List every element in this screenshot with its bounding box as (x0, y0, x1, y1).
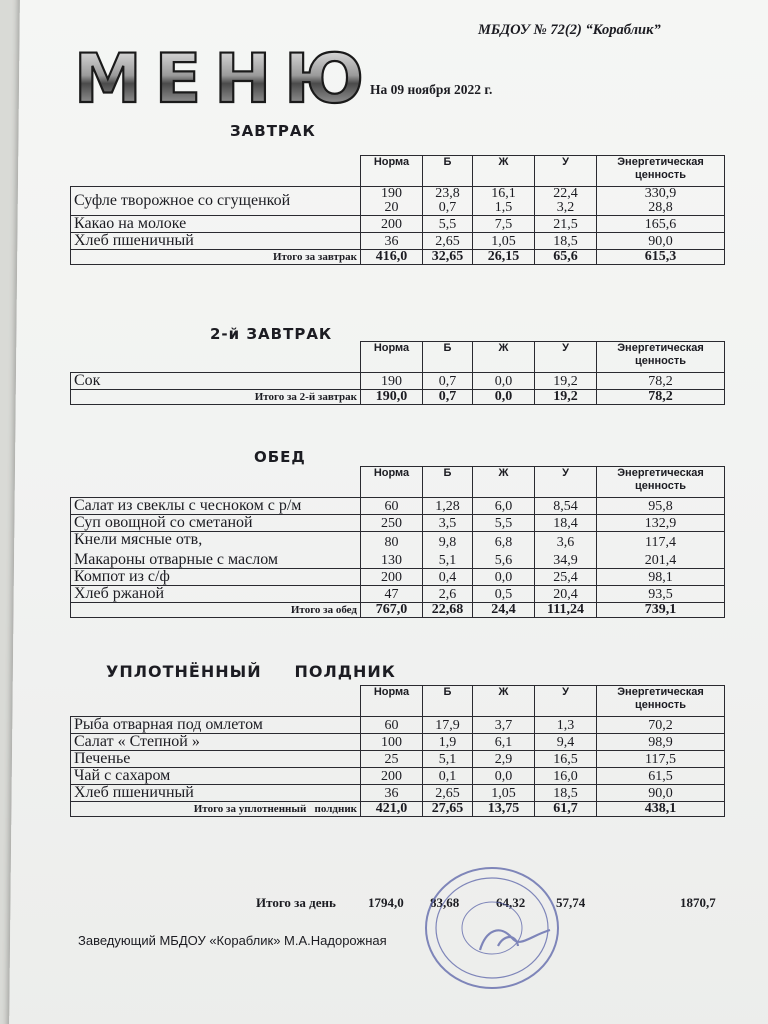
header-u: У (535, 156, 597, 187)
day-total-label: Итого за день (256, 895, 336, 910)
value-norm (361, 514, 423, 531)
total-row (71, 249, 725, 264)
total-row (71, 602, 725, 617)
value-text: 0,0 (494, 768, 513, 784)
value-zh (473, 372, 535, 389)
value-b (423, 186, 473, 215)
value-text: 34,9 (553, 552, 578, 568)
value-text: 130 (381, 552, 402, 568)
value-text: 117,4 (645, 534, 676, 550)
value-text: 200 (381, 569, 402, 585)
value-norm (361, 733, 423, 750)
value-text: 61,5 (648, 768, 673, 784)
official-stamp (420, 860, 570, 995)
value-zh (473, 767, 535, 784)
day-total-protein: 83,68 (430, 895, 460, 910)
value-text: 165,6 (644, 216, 677, 232)
table-header-row (71, 156, 725, 187)
value-text: 1,9 (438, 734, 457, 750)
value-text: 0,4 (438, 569, 457, 585)
value-energy (597, 531, 725, 568)
total-row (71, 801, 725, 816)
value-text: 80 (384, 534, 399, 550)
total-energy: 615,3 (597, 249, 725, 264)
value-text: 9,4 (556, 734, 575, 750)
header-blank-cell (71, 467, 361, 498)
value-text: 7,5 (494, 216, 513, 232)
value-norm (361, 232, 423, 249)
header-zh: Ж (473, 342, 535, 373)
table-row (71, 531, 725, 568)
value-text: 25 (384, 751, 399, 767)
value-text: 1,3 (556, 717, 575, 733)
value-text: 201,4 (644, 552, 677, 568)
value-text: 36 (384, 233, 399, 249)
total-u: 61,7 (535, 801, 597, 816)
value-u (535, 215, 597, 232)
total-u: 65,6 (535, 249, 597, 264)
value-text: 36 (384, 785, 399, 801)
dish-name (71, 372, 361, 389)
value-energy (597, 767, 725, 784)
section-title-second-breakfast: 2-й ЗАВТРАК (210, 325, 333, 343)
value-norm (361, 497, 423, 514)
value-u (535, 585, 597, 602)
header-energy: Энергетическая ценность (597, 467, 725, 498)
value-u (535, 750, 597, 767)
value-text: 5,5 (438, 216, 457, 232)
header-zh: Ж (473, 156, 535, 187)
total-u: 111,24 (535, 602, 597, 617)
day-total-norm: 1794,0 (368, 895, 404, 910)
value-u (535, 784, 597, 801)
value-text: 200 (381, 216, 402, 232)
value-text: 78,2 (648, 373, 673, 389)
value-text: 100 (381, 734, 402, 750)
value-zh (473, 585, 535, 602)
table-row (71, 585, 725, 602)
value-b (423, 232, 473, 249)
dish-name-text: Суфле творожное со сгущенкой (74, 191, 291, 209)
value-text: 1,05 (491, 233, 516, 249)
value-b (423, 215, 473, 232)
dish-name (71, 750, 361, 767)
value-b (423, 497, 473, 514)
header-b: Б (423, 686, 473, 717)
value-norm (361, 372, 423, 389)
value-text: 0,1 (438, 768, 457, 784)
value-b (423, 733, 473, 750)
value-text: 18,5 (553, 233, 578, 249)
table-row (71, 497, 725, 514)
total-energy: 739,1 (597, 602, 725, 617)
value-b (423, 750, 473, 767)
total-norm: 421,0 (361, 801, 423, 816)
value-text: 93,5 (648, 586, 673, 602)
value-text: 1,05 (491, 785, 516, 801)
value-text: 95,8 (648, 498, 673, 514)
value-text: 1,28 (435, 498, 460, 514)
value-text: 28,8 (648, 199, 673, 215)
value-u (535, 531, 597, 568)
value-energy (597, 750, 725, 767)
second-breakfast-table (70, 341, 725, 405)
value-b (423, 514, 473, 531)
value-u (535, 568, 597, 585)
dish-name (71, 531, 361, 568)
table-row (71, 372, 725, 389)
table-header-row (71, 686, 725, 717)
total-b: 27,65 (423, 801, 473, 816)
value-text: 98,9 (648, 734, 673, 750)
header-zh: Ж (473, 467, 535, 498)
value-zh (473, 531, 535, 568)
dish-name-text: Салат « Степной » (74, 732, 200, 750)
value-text: 5,1 (438, 751, 457, 767)
value-energy (597, 372, 725, 389)
value-energy (597, 784, 725, 801)
value-u (535, 514, 597, 531)
menu-date: На 09 ноября 2022 г. (370, 82, 493, 97)
value-text: 3,5 (438, 515, 457, 531)
value-text: 0,0 (494, 373, 513, 389)
day-total-carbs: 57,74 (556, 895, 586, 910)
organization-name: МБДОУ № 72(2) “Кораблик” (478, 22, 661, 38)
value-text: 17,9 (435, 717, 460, 733)
value-u (535, 372, 597, 389)
table-header-row (71, 342, 725, 373)
value-text: 0,7 (438, 373, 457, 389)
menu-title-text: МЕНЮ (74, 40, 362, 112)
section-title-lunch: ОБЕД (254, 448, 306, 466)
value-text: 22,4 (553, 185, 578, 201)
value-zh (473, 215, 535, 232)
signature-line: Заведующий МБДОУ «Кораблик» М.А.Надорожная (78, 933, 387, 948)
value-b (423, 716, 473, 733)
value-text: 3,7 (494, 717, 513, 733)
value-text: 3,2 (556, 199, 575, 215)
header-u: У (535, 686, 597, 717)
header-zh: Ж (473, 686, 535, 717)
value-text: 0,0 (494, 569, 513, 585)
dish-name-text: Сок (74, 371, 101, 389)
value-b (423, 767, 473, 784)
value-u (535, 186, 597, 215)
value-norm (361, 784, 423, 801)
value-norm (361, 215, 423, 232)
menu-title-logo (70, 40, 370, 112)
dish-name-text: Рыба отварная под омлетом (74, 715, 263, 733)
value-text: 330,9 (644, 185, 677, 201)
total-energy: 78,2 (597, 389, 725, 404)
dish-name-text: Салат из свеклы с чесноком с р/м (74, 496, 302, 514)
value-zh (473, 568, 535, 585)
value-zh (473, 733, 535, 750)
table-row (71, 784, 725, 801)
value-text: 250 (381, 515, 402, 531)
value-zh (473, 784, 535, 801)
value-norm (361, 568, 423, 585)
dish-name (71, 767, 361, 784)
value-energy (597, 497, 725, 514)
dish-name (71, 733, 361, 750)
value-b (423, 531, 473, 568)
total-label: Итого за 2-й завтрак (71, 389, 361, 404)
value-text: 132,9 (644, 515, 677, 531)
value-text: 60 (384, 498, 399, 514)
dish-name (71, 215, 361, 232)
value-text: 200 (381, 768, 402, 784)
dish-name-text: Суп овощной со сметаной (74, 513, 253, 531)
header-blank-cell (71, 342, 361, 373)
value-text: 190 (381, 185, 402, 201)
value-b (423, 372, 473, 389)
dish-name (71, 497, 361, 514)
dish-name-text: Чай с сахаром (74, 766, 171, 784)
header-norm: Норма (361, 156, 423, 187)
value-text: 20,4 (553, 586, 578, 602)
value-text: 60 (384, 717, 399, 733)
value-zh (473, 750, 535, 767)
value-text: 18,5 (553, 785, 578, 801)
dish-name-text: Какао на молоке (74, 214, 187, 232)
dish-name (71, 585, 361, 602)
value-text: 5,6 (494, 552, 513, 568)
header-u: У (535, 467, 597, 498)
table-header-row (71, 467, 725, 498)
dish-name-text: Хлеб ржаной (74, 584, 165, 602)
value-text: 6,0 (494, 498, 513, 514)
total-norm: 767,0 (361, 602, 423, 617)
value-norm (361, 767, 423, 784)
value-text: 6,1 (494, 734, 513, 750)
header-norm: Норма (361, 467, 423, 498)
value-text: 0,5 (494, 586, 513, 602)
header-energy: Энергетическая ценность (597, 686, 725, 717)
value-zh (473, 514, 535, 531)
value-text: 25,4 (553, 569, 578, 585)
dish-name (71, 232, 361, 249)
dish-name (71, 568, 361, 585)
afternoon-snack-table (70, 685, 725, 817)
value-text: 190 (381, 373, 402, 389)
table-row (71, 568, 725, 585)
total-norm: 190,0 (361, 389, 423, 404)
table-row (71, 767, 725, 784)
dish-name-text: Хлеб пшеничный (74, 783, 194, 801)
total-b: 32,65 (423, 249, 473, 264)
value-text: 2,65 (435, 233, 460, 249)
value-zh (473, 497, 535, 514)
value-norm (361, 750, 423, 767)
value-text: 90,0 (648, 785, 673, 801)
day-total-energy: 1870,7 (680, 895, 716, 910)
table-row (71, 716, 725, 733)
value-text: 98,1 (648, 569, 673, 585)
value-energy (597, 716, 725, 733)
dish-name (71, 186, 361, 215)
value-text: 5,5 (494, 515, 513, 531)
value-text: 117,5 (645, 751, 676, 767)
value-text: 18,4 (553, 515, 578, 531)
header-norm: Норма (361, 342, 423, 373)
value-text: 2,9 (494, 751, 513, 767)
dish-name-text: Кнели мясные отв, (74, 530, 203, 548)
value-text: 16,5 (553, 751, 578, 767)
header-energy: Энергетическая ценность (597, 342, 725, 373)
header-norm: Норма (361, 686, 423, 717)
value-energy (597, 232, 725, 249)
value-text: 6,8 (494, 534, 513, 550)
total-norm: 416,0 (361, 249, 423, 264)
dish-name (71, 716, 361, 733)
table-row (71, 514, 725, 531)
header-b: Б (423, 467, 473, 498)
value-text: 0,7 (438, 199, 457, 215)
value-b (423, 585, 473, 602)
value-zh (473, 186, 535, 215)
breakfast-table (70, 155, 725, 265)
table-row (71, 186, 725, 215)
total-b: 0,7 (423, 389, 473, 404)
value-b (423, 784, 473, 801)
value-energy (597, 568, 725, 585)
total-zh: 0,0 (473, 389, 535, 404)
value-u (535, 767, 597, 784)
table-row (71, 232, 725, 249)
value-text: 70,2 (648, 717, 673, 733)
section-title-afternoon-snack: УПЛОТНЁННЫЙ ПОЛДНИК (106, 662, 396, 681)
value-energy (597, 186, 725, 215)
total-zh: 24,4 (473, 602, 535, 617)
value-energy (597, 514, 725, 531)
value-u (535, 716, 597, 733)
header-blank-cell (71, 156, 361, 187)
lunch-table (70, 466, 725, 618)
total-label: Итого за уплотненный полдник (71, 801, 361, 816)
dish-name-text: Компот из с/ф (74, 567, 170, 585)
value-u (535, 232, 597, 249)
value-energy (597, 215, 725, 232)
total-zh: 26,15 (473, 249, 535, 264)
header-energy: Энергетическая ценность (597, 156, 725, 187)
total-label: Итого за обед (71, 602, 361, 617)
value-text: 20 (384, 199, 399, 215)
value-zh (473, 232, 535, 249)
header-blank-cell (71, 686, 361, 717)
dish-name-text: Хлеб пшеничный (74, 231, 194, 249)
value-text: 19,2 (553, 373, 578, 389)
table-row (71, 733, 725, 750)
header-b: Б (423, 342, 473, 373)
table-row (71, 215, 725, 232)
dish-name-text-2: Макароны отварные с маслом (74, 550, 279, 568)
table-row (71, 750, 725, 767)
value-text: 90,0 (648, 233, 673, 249)
value-text: 16,0 (553, 768, 578, 784)
day-total-fat: 64,32 (496, 895, 526, 910)
value-text: 5,1 (438, 552, 457, 568)
total-zh: 13,75 (473, 801, 535, 816)
value-norm (361, 585, 423, 602)
dish-name (71, 784, 361, 801)
value-energy (597, 585, 725, 602)
header-b: Б (423, 156, 473, 187)
total-label: Итого за завтрак (71, 249, 361, 264)
value-text: 2,65 (435, 785, 460, 801)
dish-name (71, 514, 361, 531)
value-norm (361, 716, 423, 733)
value-text: 16,1 (491, 185, 516, 201)
value-text: 23,8 (435, 185, 460, 201)
value-norm (361, 531, 423, 568)
total-b: 22,68 (423, 602, 473, 617)
value-zh (473, 716, 535, 733)
value-text: 1,5 (494, 199, 513, 215)
value-u (535, 733, 597, 750)
total-row (71, 389, 725, 404)
header-u: У (535, 342, 597, 373)
value-text: 21,5 (553, 216, 578, 232)
value-b (423, 568, 473, 585)
section-title-breakfast: ЗАВТРАК (230, 122, 316, 140)
value-text: 3,6 (556, 534, 575, 550)
value-energy (597, 733, 725, 750)
dish-name-text: Печенье (74, 749, 131, 767)
value-norm (361, 186, 423, 215)
value-text: 47 (384, 586, 399, 602)
value-text: 9,8 (438, 534, 457, 550)
value-text: 8,54 (553, 498, 578, 514)
value-u (535, 497, 597, 514)
total-energy: 438,1 (597, 801, 725, 816)
value-text: 2,6 (438, 586, 457, 602)
total-u: 19,2 (535, 389, 597, 404)
